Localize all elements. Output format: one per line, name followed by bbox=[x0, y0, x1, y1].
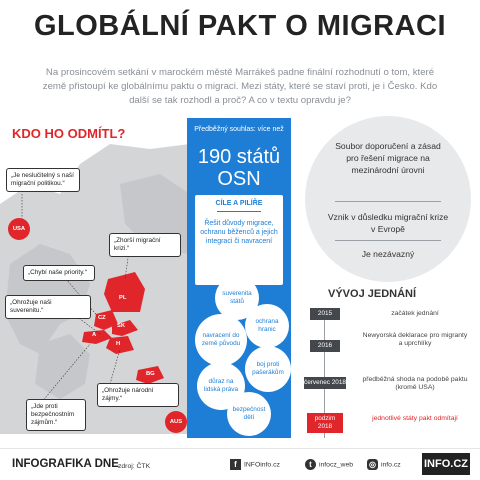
timeline-event-2015: začátek jednání bbox=[391, 310, 439, 317]
goals-text: Řešit důvody migrace, ochranu běženců a jejich integraci či navracení bbox=[200, 220, 278, 245]
country-label-a: A bbox=[92, 332, 97, 338]
bubble-child-safety: bezpečnost dětí bbox=[227, 392, 271, 436]
badge-aus: AUS bbox=[165, 411, 187, 433]
info-circle bbox=[305, 116, 471, 282]
bubble-borders: ochrana hranic bbox=[245, 304, 289, 348]
country-label-bg: BG bbox=[146, 371, 155, 377]
europe-map bbox=[0, 144, 190, 434]
circle-item-1: Soubor doporučení a zásad pro řešení migrace na mezinárodní úrovni bbox=[335, 141, 441, 175]
instagram-handle: info.cz bbox=[381, 461, 401, 469]
facebook-icon: f bbox=[230, 459, 241, 470]
twitter-link[interactable] bbox=[305, 459, 353, 471]
quote-hungary: „Zhorší migrační krizi.“ bbox=[110, 234, 180, 256]
info-cz-logo[interactable]: INFO.CZ bbox=[422, 453, 470, 475]
instagram-icon: ◎ bbox=[367, 459, 378, 470]
country-label-pl: PL bbox=[119, 295, 127, 301]
bubble-smugglers: boj proti pašerákům bbox=[245, 346, 291, 392]
goals-divider bbox=[217, 211, 261, 212]
blue-column bbox=[187, 118, 291, 438]
goals-heading: CÍLE A PILÍŘE bbox=[215, 200, 263, 207]
instagram-link[interactable] bbox=[367, 459, 401, 471]
states-count-line1: 190 států bbox=[197, 146, 281, 168]
timeline bbox=[300, 300, 475, 440]
quote-usa: „Je neslučitelný s naší migrační politikou.“ bbox=[7, 169, 79, 191]
timeline-year-autumn2018: podzim 2018 bbox=[307, 413, 343, 433]
timeline-year-jul2018: červenec 2018 bbox=[304, 377, 346, 389]
timeline-event-jul2018: předběžná shoda na podobě paktu (kromě USA) bbox=[362, 376, 468, 391]
quote-poland: „Ohrožuje naši suverenitu.“ bbox=[6, 296, 90, 318]
timeline-heading: VÝVOJ JEDNÁNÍ bbox=[328, 288, 417, 300]
quote-bulgaria: „Ohrožuje národní zájmy.“ bbox=[98, 384, 178, 406]
circle-item-3: Je nezávazný bbox=[361, 249, 415, 259]
twitter-handle: infocz_web bbox=[319, 461, 354, 469]
country-label-cz: CZ bbox=[98, 315, 106, 321]
country-label-h: H bbox=[116, 341, 121, 347]
bubble-human-rights: důraz na lidská práva bbox=[197, 362, 245, 410]
circle-divider-1 bbox=[335, 201, 441, 202]
circle-divider-2 bbox=[335, 240, 441, 241]
page-title: GLOBÁLNÍ PAKT O MIGRACI bbox=[33, 10, 447, 42]
timeline-event-autumn2018: jednotlivé státy pakt odmítají bbox=[372, 415, 458, 422]
circle-item-2: Vznik v důsledku migrační krize v Evropě bbox=[327, 212, 449, 234]
bubble-sovereignty: suverenita států bbox=[215, 276, 259, 320]
quote-australia: „Jde proti bezpečnostním zájmům.“ bbox=[27, 400, 85, 430]
badge-usa: USA bbox=[8, 218, 30, 240]
timeline-year-2016: 2016 bbox=[310, 340, 340, 352]
goals-box bbox=[195, 195, 283, 285]
intro-text: Na prosincovém setkání v marockém městě Marrákeš padne finální rozhodnutí o tom, které země přistoupí ke globálnímu paktu o migraci. Mezi státy, které se staví proti, je i Česko. Kdo další se tak rozhodl a proč? A co v textu opravdu je? bbox=[42, 67, 438, 106]
quote-austria: „Chybí naše priority.“ bbox=[24, 266, 94, 280]
country-label-sk: SK bbox=[117, 323, 126, 329]
bubble-return: navracení do země původu bbox=[195, 314, 247, 366]
facebook-handle: INFOinfo.cz bbox=[244, 461, 280, 469]
twitter-icon: t bbox=[305, 459, 316, 470]
timeline-year-2015: 2015 bbox=[310, 308, 340, 320]
timeline-event-2016: Newyorská deklarace pro migranty a uprchlíky bbox=[362, 332, 468, 347]
states-count-line2: OSN bbox=[217, 168, 261, 190]
left-heading: KDO HO ODMÍTL? bbox=[12, 126, 126, 141]
preliminary-agreement-label: Předběžný souhlas: více než bbox=[194, 126, 284, 133]
facebook-link[interactable] bbox=[230, 459, 280, 471]
footer bbox=[0, 448, 480, 480]
footer-brand: INFOGRAFIKA DNE bbox=[12, 458, 119, 470]
footer-source: zdroj: ČTK bbox=[118, 463, 151, 470]
